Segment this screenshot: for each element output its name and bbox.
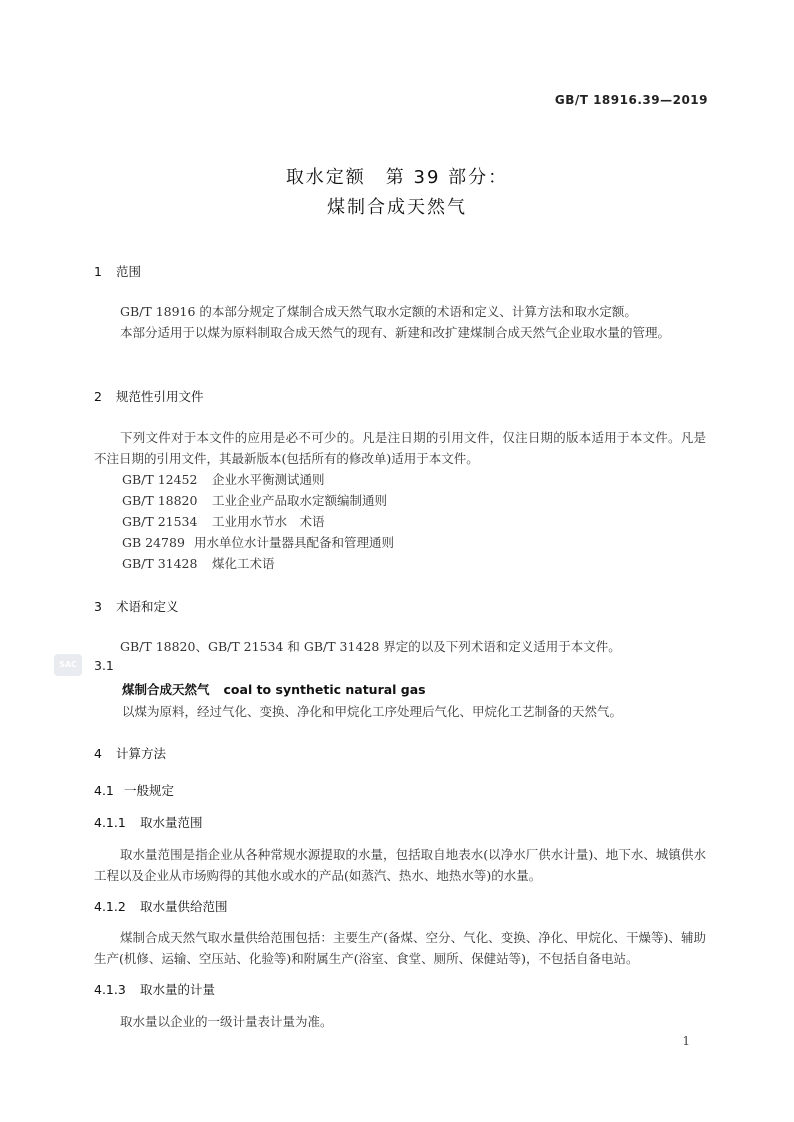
section-title: 计算方法: [116, 746, 167, 761]
page-number: 1: [682, 1034, 690, 1048]
reference-item: [122, 532, 394, 553]
reference-title: 用水单位水计量器具配备和管理通则: [194, 535, 395, 550]
reference-title: 工业企业产品取水定额编制通则: [212, 493, 388, 508]
section-4-1-1-heading: [94, 813, 203, 831]
section-title: 术语和定义: [116, 599, 179, 614]
reference-list: [122, 469, 394, 574]
section-number: 4.1: [94, 783, 114, 798]
standard-number: GB/T 18916.39—2019: [554, 93, 708, 107]
sac-watermark-logo: SAC: [54, 654, 82, 676]
section-4-1-3-body: [94, 1011, 706, 1032]
section-2-heading: [94, 387, 204, 405]
paragraph: 下列文件对于本文件的应用是必不可少的。凡是注日期的引用文件，仅注日期的版本适用于本文件。凡是不注日期的引用文件，其最新版本(包括所有的修改单)适用于本文件。: [94, 430, 706, 466]
reference-code: GB/T 12452: [122, 472, 198, 487]
reference-title: 企业水平衡测试通则: [212, 472, 325, 487]
reference-title: 煤化工术语: [212, 556, 275, 571]
term-definition: 以煤为原料，经过气化、变换、净化和甲烷化工序处理后气化、甲烷化工艺制备的天然气。: [122, 704, 623, 719]
section-3-heading: [94, 597, 179, 615]
section-3-body: [94, 636, 706, 657]
section-number: 4.1.1: [94, 815, 126, 830]
reference-title: 工业用水节水 术语: [212, 514, 325, 529]
term-number: 3.1: [94, 658, 114, 673]
reference-item: [122, 553, 394, 574]
section-number: 4.1.2: [94, 899, 126, 914]
document-title-line2: 煤制合成天然气: [327, 197, 467, 218]
reference-item: [122, 511, 394, 532]
section-4-1-2-body: [94, 927, 706, 969]
section-title: 取水量范围: [140, 815, 203, 830]
section-title: 一般规定: [124, 783, 175, 798]
section-number: 4: [94, 746, 102, 761]
document-title-line1: 取水定额 第 39 部分：: [285, 167, 509, 188]
section-number: 3: [94, 599, 102, 614]
reference-code: GB/T 31428: [122, 556, 198, 571]
section-2-body: [94, 427, 706, 469]
section-4-1-1-body: [94, 844, 706, 886]
section-1-heading: [94, 262, 141, 280]
section-1-body: [94, 301, 706, 343]
paragraph: GB/T 18820、GB/T 21534 和 GB/T 31428 界定的以及下列术语和定义适用于本文件。: [120, 639, 621, 654]
section-4-1-3-heading: [94, 980, 215, 998]
section-title: 规范性引用文件: [116, 389, 204, 404]
paragraph: 本部分适用于以煤为原料制取合成天然气的现有、新建和改扩建煤制合成天然气企业取水量的管理。: [120, 325, 671, 340]
section-4-heading: [94, 744, 166, 762]
section-title: 取水量供给范围: [140, 899, 228, 914]
section-number: 4.1.3: [94, 982, 126, 997]
term-en: coal to synthetic natural gas: [223, 682, 426, 697]
paragraph: GB/T 18916 的本部分规定了煤制合成天然气取水定额的术语和定义、计算方法和取水定额。: [120, 304, 637, 319]
reference-code: GB/T 21534: [122, 514, 198, 529]
term-entry: [122, 680, 426, 698]
reference-code: GB 24789: [122, 535, 185, 550]
reference-code: GB/T 18820: [122, 493, 198, 508]
section-title: 范围: [116, 264, 142, 279]
section-number: 1: [94, 264, 102, 279]
paragraph: 取水量范围是指企业从各种常规水源提取的水量，包括取自地表水(以净水厂供水计量)、地下水、城镇供水工程以及企业从市场购得的其他水或水的产品(如蒸汽、热水、地热水等)的水量。: [94, 847, 706, 883]
reference-item: [122, 490, 394, 511]
paragraph: 煤制合成天然气取水量供给范围包括：主要生产(备煤、空分、气化、变换、净化、甲烷化、干燥等)、辅助生产(机修、运输、空压站、化验等)和附属生产(浴室、食堂、厕所、保健站等)，不包括自备电站。: [94, 930, 706, 966]
section-title: 取水量的计量: [140, 982, 216, 997]
section-number: 2: [94, 389, 102, 404]
term-zh: 煤制合成天然气: [122, 682, 210, 697]
section-4-1-heading: [94, 781, 174, 799]
section-4-1-2-heading: [94, 897, 228, 915]
paragraph: 取水量以企业的一级计量表计量为准。: [120, 1014, 333, 1029]
reference-item: [122, 469, 394, 490]
